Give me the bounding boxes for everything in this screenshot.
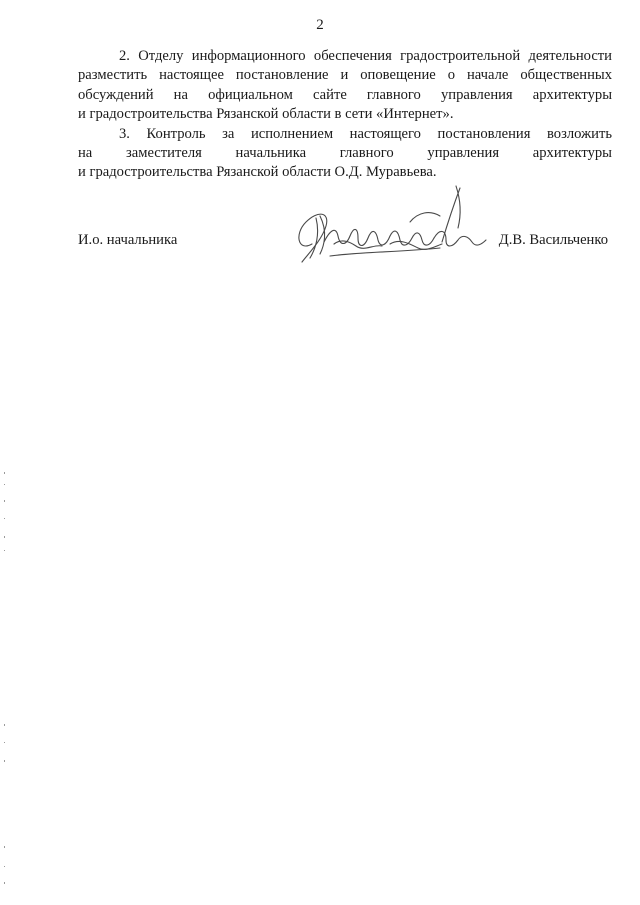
scan-edge-marks: [3, 470, 7, 560]
scan-edge-marks: [3, 720, 7, 780]
signature-block: [78, 231, 612, 251]
scan-edge-marks: [3, 840, 7, 890]
text-line: на заместителя начальника главного управления архитектуры: [78, 145, 612, 162]
page-number: 2: [316, 17, 324, 33]
text-line: 2. Отделу информационного обеспечения градостроительной деятельности: [119, 48, 612, 64]
paragraph-2: [78, 47, 612, 125]
text-line: обсуждений на официальном сайте главного управления архитектуры: [78, 86, 612, 103]
text-line: и градостроительства Рязанской области О.Д. Муравьева.: [78, 164, 437, 181]
handwritten-signature: [290, 182, 490, 274]
text-line: и градостроительства Рязанской области в сети «Интернет».: [78, 106, 454, 123]
signatory-title: И.о. начальника: [78, 232, 178, 248]
paragraph-3: [78, 125, 612, 183]
text-line: разместить настоящее постановление и оповещение о начале общественных: [78, 67, 612, 84]
signatory-name: Д.В. Васильченко: [498, 232, 608, 248]
document-body: [78, 47, 612, 183]
text-line: 3. Контроль за исполнением настоящего постановления возложить: [119, 125, 612, 142]
